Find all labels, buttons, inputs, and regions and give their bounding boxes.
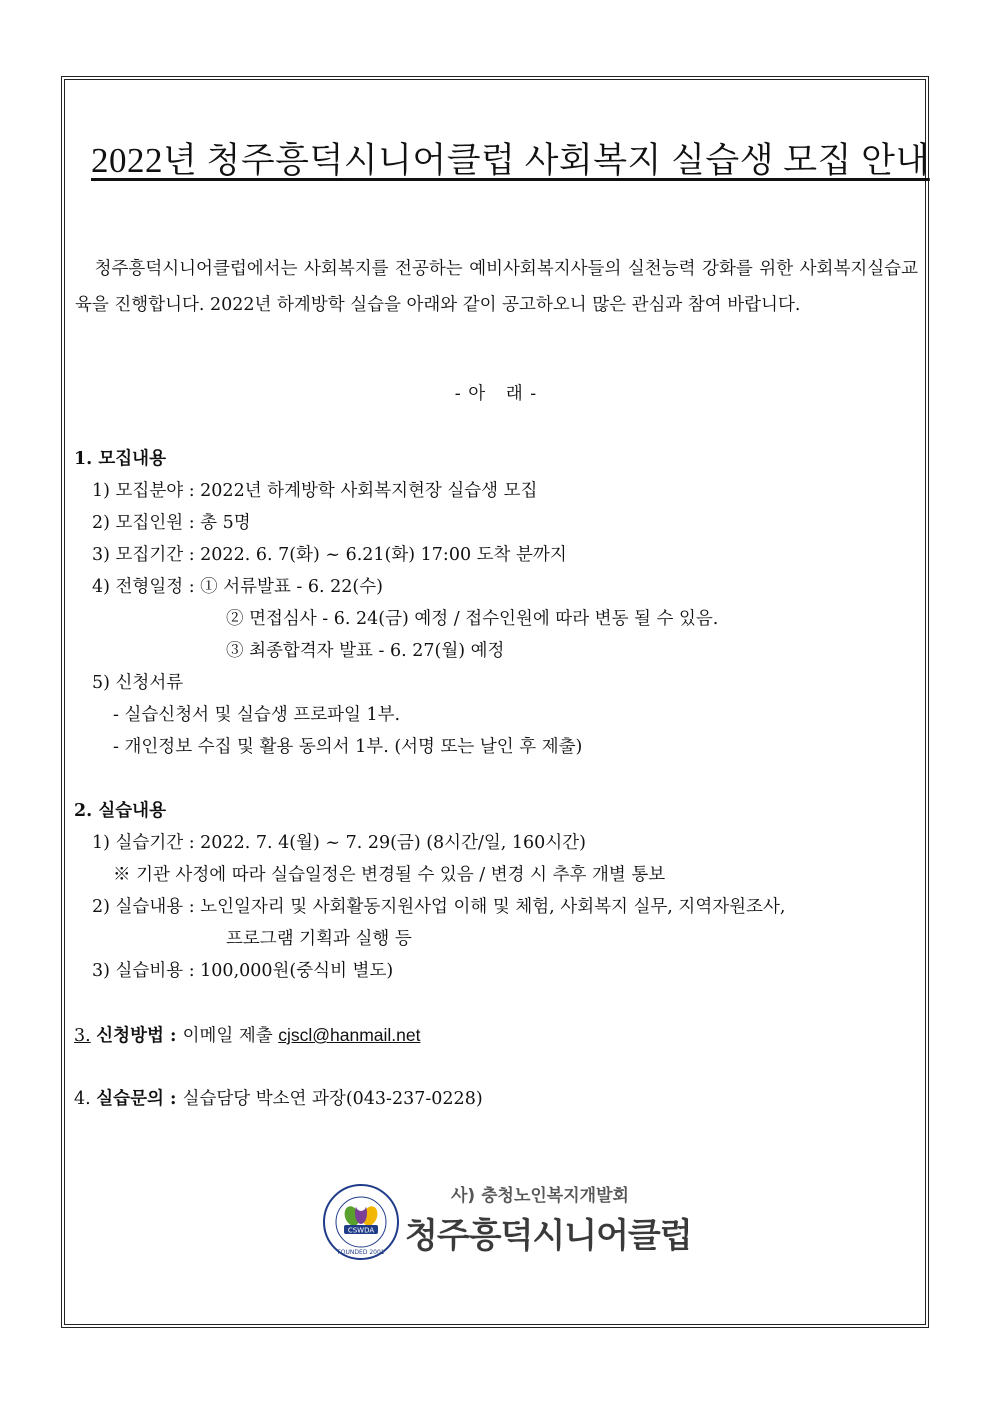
intro-paragraph [75, 251, 918, 323]
section-1-item: ③ 최종합격자 발표 - 6. 27(월) 예정 [226, 641, 505, 661]
section-3-heading: 신청방법 [96, 1026, 164, 1046]
emblem-label: CSWDA [347, 1226, 375, 1235]
section-1-item: - 개인정보 수집 및 활용 동의서 1부. (서명 또는 날인 후 제출) [113, 737, 583, 757]
notice-heading: - 아 래 - [454, 384, 538, 404]
section-2-heading: 2. 실습내용 [74, 801, 166, 821]
section-1-item: ② 면접심사 - 6. 24(금) 예정 / 접수인원에 따라 변동 될 수 있음. [226, 609, 719, 629]
intro-text: 청주흥덕시니어클럽에서는 사회복지를 전공하는 예비사회복지사들의 실천능력 강화를 위한 사회복지실습교육을 진행합니다. 2022년 하계방학 실습을 아래와 같이 공고하오니 많은 관심과 참여 바랍니다. [75, 259, 918, 315]
emblem-founded: FOUNDED 2001 [337, 1249, 385, 1256]
section-2-item: 1) 실습기간 : 2022. 7. 4(월) ~ 7. 29(금) (8시간/일, 160시간) [92, 833, 586, 853]
section-4-text: 실습담당 박소연 과장(043-237-0228) [182, 1089, 483, 1109]
section-2-item: 3) 실습비용 : 100,000원(중식비 별도) [92, 961, 394, 981]
section-4-separator: : [163, 1089, 183, 1109]
section-3-separator: : [163, 1026, 183, 1046]
section-1-item: - 실습신청서 및 실습생 프로파일 1부. [113, 705, 401, 725]
section-3-text: 이메일 제출 [182, 1026, 279, 1046]
section-1-item: 4) 전형일정 : ① 서류발표 - 6. 22(수) [92, 577, 383, 597]
section-4 [74, 1084, 483, 1114]
organization-parent-name: 사) 충청노인복지개발회 [451, 1186, 629, 1206]
section-4-heading: 실습문의 [96, 1089, 164, 1109]
section-2-item: 2) 실습내용 : 노인일자리 및 사회활동지원사업 이해 및 체험, 사회복지 실무, 지역자원조사, [92, 897, 786, 917]
section-1-item: 3) 모집기간 : 2022. 6. 7(화) ~ 6.21(화) 17:00 도착 분까지 [92, 545, 567, 565]
section-1-item: 1) 모집분야 : 2022년 하계방학 사회복지현장 실습생 모집 [92, 481, 538, 501]
section-1-item: 5) 신청서류 [92, 673, 184, 693]
section-4-number: 4. [74, 1089, 91, 1109]
section-3 [74, 1020, 420, 1051]
section-2-item: 프로그램 기획과 실행 등 [226, 929, 412, 949]
section-1-heading: 1. 모집내용 [74, 449, 166, 469]
section-1-item: 2) 모집인원 : 총 5명 [92, 513, 251, 533]
section-2-item: ※ 기관 사정에 따라 실습일정은 변경될 수 있음 / 변경 시 추후 개별 통보 [113, 865, 666, 885]
section-3-number: 3. [74, 1026, 91, 1046]
email-link[interactable]: cjscl@hanmail.net [278, 1025, 421, 1045]
organization-emblem-icon [322, 1183, 400, 1261]
organization-name: 청주흥덕시니어클럽 [405, 1216, 692, 1256]
document-title: 2022년 청주흥덕시니어클럽 사회복지 실습생 모집 안내 [91, 141, 930, 180]
